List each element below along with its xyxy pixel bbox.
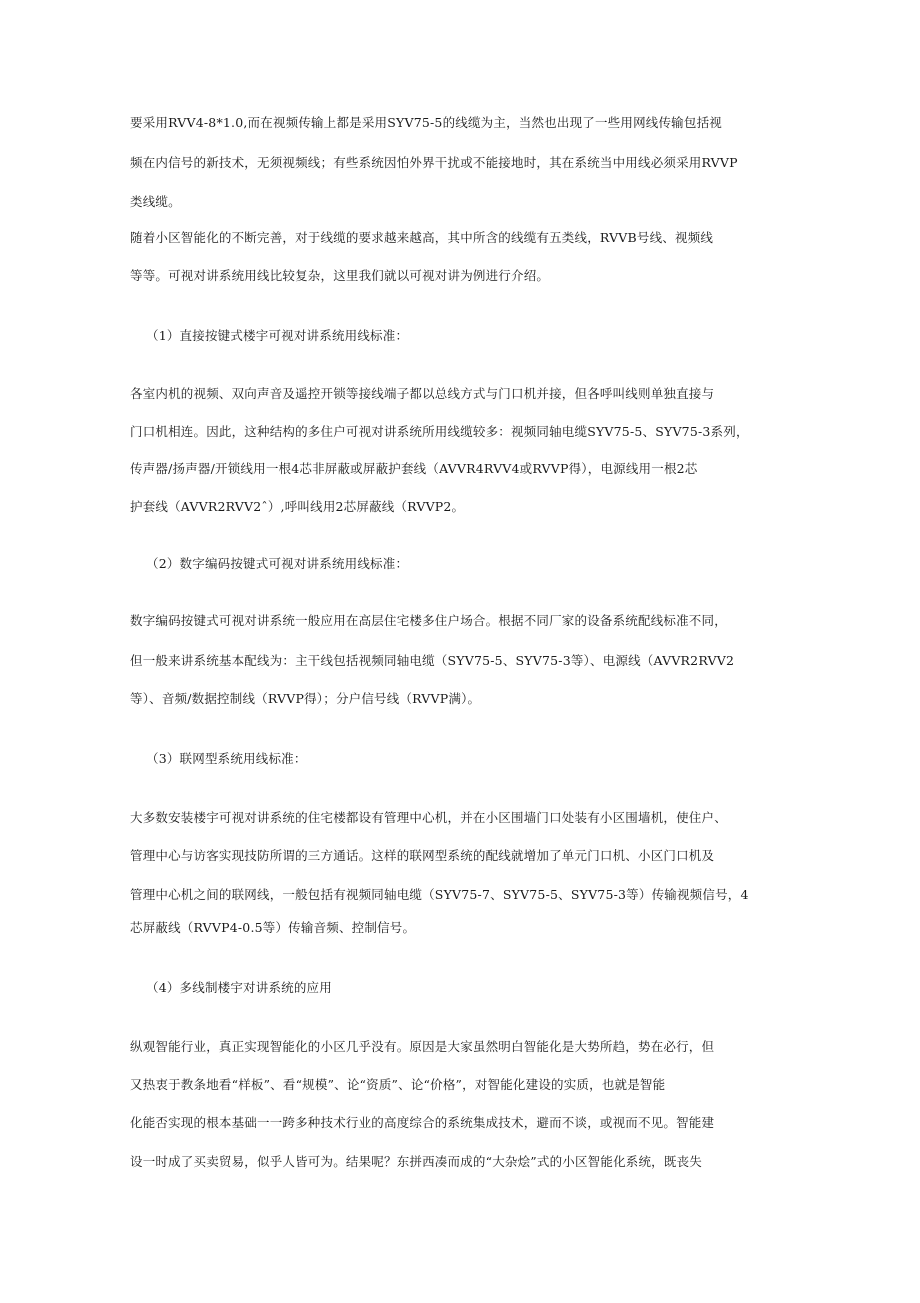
paragraph-line: 等等。可视对讲系统用线比较复杂，这里我们就以可视对讲为例进行介绍。 — [130, 268, 550, 283]
section-heading-4: （4）多线制楼宇对讲系统的应用 — [146, 980, 332, 995]
section-heading-2: （2）数字编码按键式可视对讲系统用线标准： — [146, 556, 409, 571]
paragraph-line: 又热衷于教条地看“样板”、看“规模”、论“资质”、论“价格”，对智能化建设的实质，也就是智能 — [130, 1077, 666, 1092]
paragraph-line: 随着小区智能化的不断完善，对于线缆的要求越来越高，其中所含的线缆有五类线，RVVB号线、视频线 — [130, 230, 714, 245]
paragraph-line: 门口机相连。因此，这种结构的多住户可视对讲系统所用线缆较多：视频同轴电缆SYV75-5、SYV75-3系列， — [130, 424, 749, 439]
paragraph-line: 各室内机的视频、双向声音及遥控开锁等接线端子都以总线方式与门口机并接，但各呼叫线则单独直接与 — [130, 386, 715, 401]
paragraph-line: 芯屏蔽线（RVVP4-0.5等）传输音频、控制信号。 — [130, 920, 416, 935]
section-heading-1: （1）直接按键式楼宇可视对讲系统用线标准： — [146, 328, 409, 343]
paragraph-line: 纵观智能行业，真正实现智能化的小区几乎没有。原因是大家虽然明白智能化是大势所趋，势在必行，但 — [130, 1039, 715, 1054]
paragraph-line: 大多数安装楼宇可视对讲系统的住宅楼都设有管理中心机，并在小区围墙门口处装有小区围墙机，使住户、 — [130, 810, 727, 825]
paragraph-line: 化能否实现的根本基础一一跨多种技术行业的高度综合的系统集成技术，避而不谈，或视而不见。智能建 — [130, 1115, 715, 1130]
paragraph-line: 类线缆。 — [130, 194, 181, 209]
paragraph-line: 要采用RVV4-8*1.0,而在视频传输上都是采用SYV75-5的线缆为主，当然也出现了一些用网线传输包括视 — [130, 115, 722, 130]
paragraph-line: 频在内信号的新技术，无须视频线；有些系统因怕外界干扰或不能接地时，其在系统当中用线必须采用RVVP — [130, 155, 738, 170]
paragraph-line: 管理中心与访客实现技防所谓的三方通话。这样的联网型系统的配线就增加了单元门口机、小区门口机及 — [130, 848, 715, 863]
paragraph-line: 等）、音频/数据控制线（RVVP得）；分户信号线（RVVP满）。 — [130, 691, 481, 706]
paragraph-line: 设一时成了买卖贸易，似乎人皆可为。结果呢？东拼西凑而成的“大杂烩”式的小区智能化系统，既丧失 — [130, 1154, 702, 1169]
paragraph-line: 但一般来讲系统基本配线为：主干线包括视频同轴电缆（SYV75-5、SYV75-3等）、电源线（AVVR2RVV2 — [130, 653, 735, 668]
paragraph-line: 管理中心机之间的联网线，一般包括有视频同轴电缆（SYV75-7、SYV75-5、SYV75-3等）传输视频信号，4 — [130, 887, 749, 902]
paragraph-line: 护套线（AVVR2RVV2ˆ）,呼叫线用2芯屏蔽线（RVVP2。 — [130, 499, 465, 514]
section-heading-3: （3）联网型系统用线标准： — [146, 751, 307, 766]
paragraph-line: 传声器/扬声器/开锁线用一根4芯非屏蔽或屏蔽护套线（AVVR4RVV4或RVVP得），电源线用一根2芯 — [130, 461, 698, 476]
paragraph-line: 数字编码按键式可视对讲系统一般应用在高层住宅楼多住户场合。根据不同厂家的设备系统配线标准不同， — [130, 613, 727, 628]
